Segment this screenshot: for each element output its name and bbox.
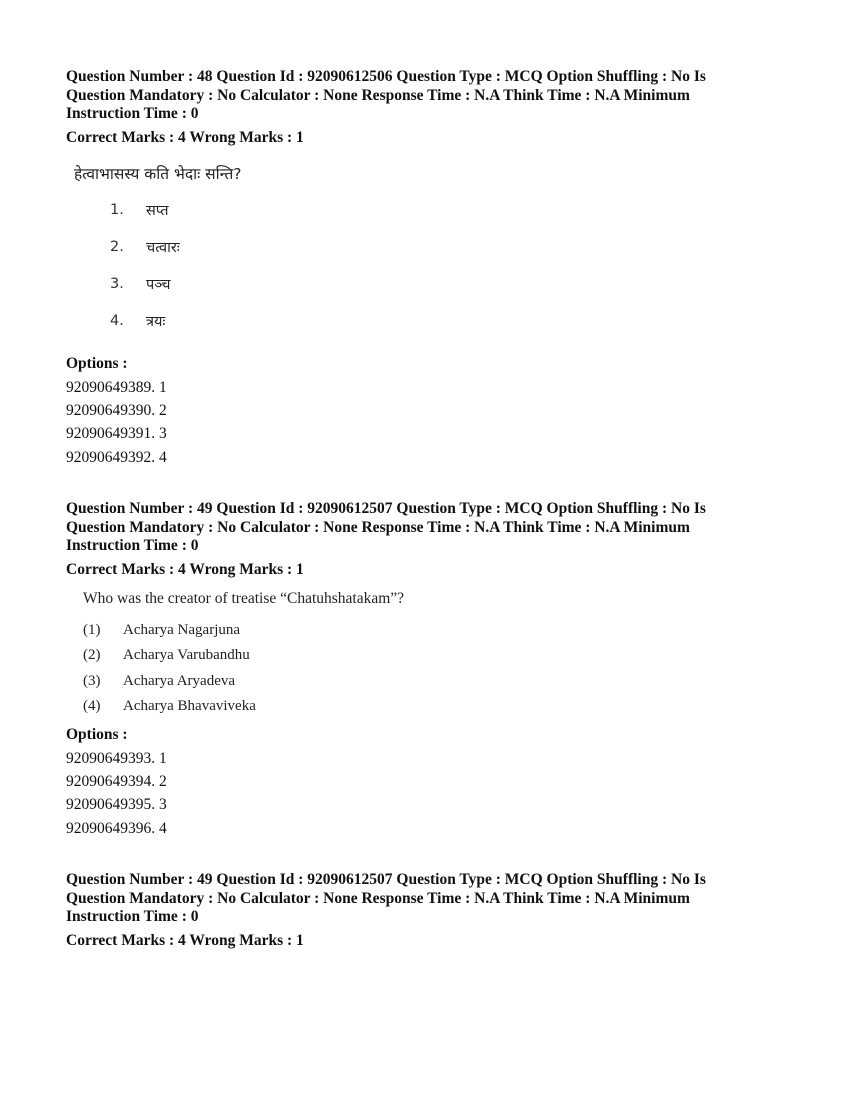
question-48-header: [66, 68, 786, 147]
options-heading: Options :: [66, 726, 128, 743]
question-meta-line: Question Mandatory : No Calculator : None Response Time : N.A Think Time : N.A Minimum: [66, 86, 690, 104]
question-text: Who was the creator of treatise “Chatuhshatakam”?: [83, 590, 405, 607]
question-meta-line: Instruction Time : 0: [66, 105, 199, 122]
question-marks: Correct Marks : 4 Wrong Marks : 1: [66, 128, 304, 146]
option-id: 92090649396. 4: [66, 819, 167, 837]
choice-text: Acharya Varubandhu: [123, 647, 250, 664]
choice-text: Acharya Aryadeva: [123, 672, 236, 689]
choice-number: 1.: [110, 201, 124, 218]
choice-text: Acharya Bhavaviveka: [123, 698, 256, 715]
question-meta-line: Instruction Time : 0: [66, 537, 199, 554]
choice-number: (2): [83, 647, 101, 664]
choice-number: (4): [83, 698, 101, 715]
option-id: 92090649394. 2: [66, 773, 167, 791]
question-choices: [83, 618, 803, 719]
choice-item: [83, 643, 803, 668]
option-id: 92090649391. 3: [66, 425, 167, 443]
question-meta-line: Question Number : 49 Question Id : 92090612507 Question Type : MCQ Option Shuffling : No Is: [66, 871, 706, 888]
options-heading: Options :: [66, 355, 128, 372]
choice-item: [83, 669, 803, 694]
question-text: हेत्वाभासस्य कति भेदाः सन्ति?: [74, 165, 242, 183]
question-49-header: [66, 500, 786, 579]
question-choices: [110, 191, 830, 339]
choice-number: 3.: [110, 275, 124, 292]
options-list: [66, 747, 786, 840]
choice-text: त्रयः: [146, 313, 166, 330]
option-id: 92090649392. 4: [66, 448, 167, 466]
question-meta-line: Question Mandatory : No Calculator : None Response Time : N.A Think Time : N.A Minimum: [66, 889, 690, 907]
choice-item: [110, 191, 830, 228]
option-id: 92090649389. 1: [66, 379, 167, 396]
choice-item: [110, 228, 830, 265]
question-49-repeat-header: [66, 871, 786, 950]
options-list: [66, 376, 786, 469]
question-meta-line: Question Number : 48 Question Id : 92090612506 Question Type : MCQ Option Shuffling : No Is: [66, 68, 706, 85]
question-marks: Correct Marks : 4 Wrong Marks : 1: [66, 931, 304, 949]
question-marks: Correct Marks : 4 Wrong Marks : 1: [66, 560, 304, 578]
choice-number: (3): [83, 672, 101, 689]
option-id: 92090649390. 2: [66, 402, 167, 420]
choice-number: 4.: [110, 312, 124, 329]
choice-number: (1): [83, 622, 101, 639]
option-id: 92090649395. 3: [66, 796, 167, 814]
choice-text: सप्त: [146, 202, 169, 219]
choice-item: [110, 302, 830, 339]
choice-text: चत्वारः: [146, 239, 180, 256]
question-meta-line: Question Number : 49 Question Id : 92090612507 Question Type : MCQ Option Shuffling : No Is: [66, 500, 706, 517]
choice-item: [110, 265, 830, 302]
choice-item: [83, 618, 803, 643]
question-meta-line: Question Mandatory : No Calculator : None Response Time : N.A Think Time : N.A Minimum: [66, 518, 690, 536]
choice-text: पञ्च: [146, 276, 171, 293]
choice-text: Acharya Nagarjuna: [123, 622, 241, 639]
choice-item: [83, 694, 803, 719]
option-id: 92090649393. 1: [66, 750, 167, 767]
question-meta-line: Instruction Time : 0: [66, 908, 199, 925]
choice-number: 2.: [110, 238, 124, 255]
